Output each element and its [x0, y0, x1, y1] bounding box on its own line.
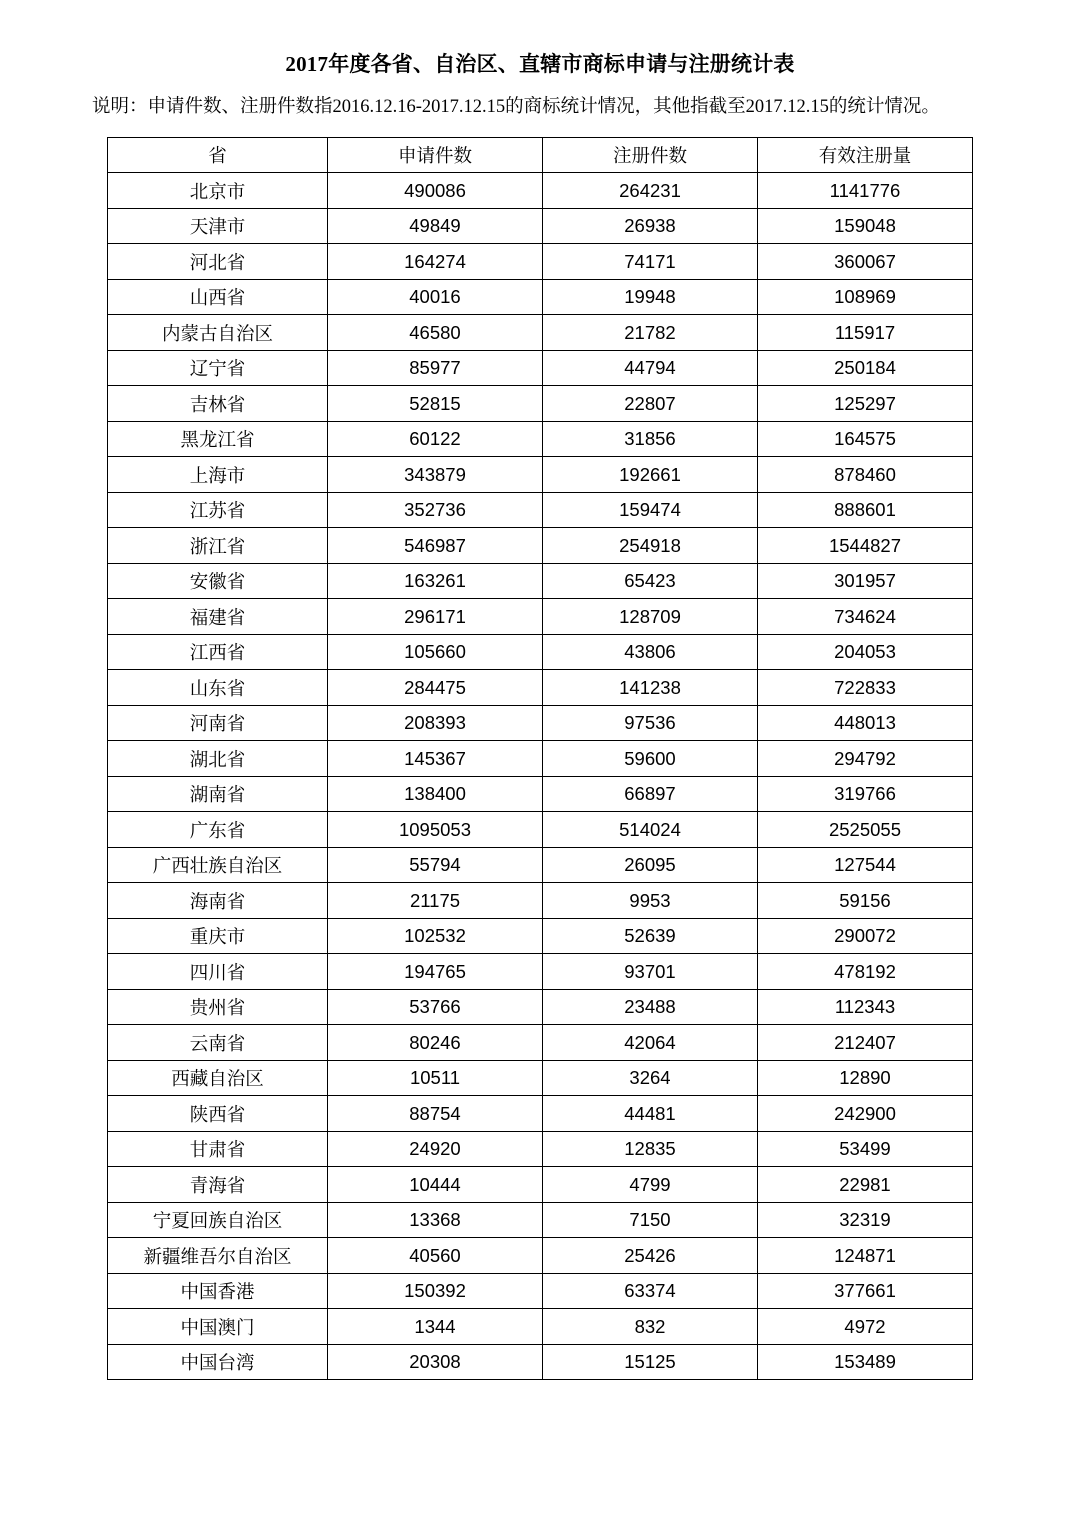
table-row — [108, 563, 973, 599]
cell-applications: 163261 — [328, 563, 543, 599]
cell-registrations: 25426 — [543, 1238, 758, 1274]
cell-province: 四川省 — [108, 954, 328, 990]
table-row — [108, 1167, 973, 1203]
cell-registrations: 159474 — [543, 492, 758, 528]
table-row — [108, 918, 973, 954]
column-header-province: 省 — [108, 137, 328, 173]
cell-valid-registrations: 250184 — [758, 350, 973, 386]
table-row — [108, 1025, 973, 1061]
cell-province: 贵州省 — [108, 989, 328, 1025]
table-row — [108, 350, 973, 386]
cell-province: 湖南省 — [108, 776, 328, 812]
cell-registrations: 93701 — [543, 954, 758, 990]
cell-registrations: 59600 — [543, 741, 758, 777]
cell-valid-registrations: 319766 — [758, 776, 973, 812]
cell-registrations: 44481 — [543, 1096, 758, 1132]
table-row — [108, 457, 973, 493]
cell-registrations: 63374 — [543, 1273, 758, 1309]
cell-applications: 85977 — [328, 350, 543, 386]
cell-registrations: 3264 — [543, 1060, 758, 1096]
cell-valid-registrations: 1544827 — [758, 528, 973, 564]
cell-registrations: 23488 — [543, 989, 758, 1025]
cell-valid-registrations: 290072 — [758, 918, 973, 954]
cell-registrations: 254918 — [543, 528, 758, 564]
table-row — [108, 386, 973, 422]
cell-registrations: 832 — [543, 1309, 758, 1345]
trademark-statistics-table — [107, 137, 973, 1381]
cell-valid-registrations: 22981 — [758, 1167, 973, 1203]
cell-applications: 52815 — [328, 386, 543, 422]
cell-registrations: 22807 — [543, 386, 758, 422]
table-row — [108, 741, 973, 777]
cell-valid-registrations: 1141776 — [758, 173, 973, 209]
cell-valid-registrations: 53499 — [758, 1131, 973, 1167]
table-row — [108, 847, 973, 883]
table-row — [108, 670, 973, 706]
cell-province: 湖北省 — [108, 741, 328, 777]
cell-registrations: 19948 — [543, 279, 758, 315]
cell-valid-registrations: 360067 — [758, 244, 973, 280]
cell-valid-registrations: 204053 — [758, 634, 973, 670]
table-row — [108, 1131, 973, 1167]
table-row — [108, 1309, 973, 1345]
cell-province: 西藏自治区 — [108, 1060, 328, 1096]
cell-registrations: 4799 — [543, 1167, 758, 1203]
cell-registrations: 15125 — [543, 1344, 758, 1380]
cell-registrations: 26095 — [543, 847, 758, 883]
cell-province: 上海市 — [108, 457, 328, 493]
cell-applications: 208393 — [328, 705, 543, 741]
cell-registrations: 9953 — [543, 883, 758, 919]
table-row — [108, 421, 973, 457]
cell-province: 内蒙古自治区 — [108, 315, 328, 351]
cell-valid-registrations: 377661 — [758, 1273, 973, 1309]
page-title: 2017年度各省、自治区、直辖市商标申请与注册统计表 — [285, 52, 795, 76]
table-row — [108, 279, 973, 315]
column-header-valid: 有效注册量 — [758, 137, 973, 173]
table-row — [108, 954, 973, 990]
table-row — [108, 173, 973, 209]
cell-registrations: 43806 — [543, 634, 758, 670]
cell-applications: 1095053 — [328, 812, 543, 848]
table-row — [108, 244, 973, 280]
cell-valid-registrations: 212407 — [758, 1025, 973, 1061]
table-row — [108, 1273, 973, 1309]
cell-applications: 10444 — [328, 1167, 543, 1203]
cell-province: 新疆维吾尔自治区 — [108, 1238, 328, 1274]
cell-province: 辽宁省 — [108, 350, 328, 386]
cell-registrations: 514024 — [543, 812, 758, 848]
cell-valid-registrations: 153489 — [758, 1344, 973, 1380]
table-row — [108, 208, 973, 244]
cell-valid-registrations: 59156 — [758, 883, 973, 919]
cell-registrations: 97536 — [543, 705, 758, 741]
table-header-row — [108, 137, 973, 173]
cell-valid-registrations: 722833 — [758, 670, 973, 706]
column-header-registrations: 注册件数 — [543, 137, 758, 173]
cell-valid-registrations: 4972 — [758, 1309, 973, 1345]
cell-valid-registrations: 115917 — [758, 315, 973, 351]
cell-valid-registrations: 164575 — [758, 421, 973, 457]
cell-applications: 60122 — [328, 421, 543, 457]
cell-registrations: 31856 — [543, 421, 758, 457]
cell-province: 河南省 — [108, 705, 328, 741]
cell-applications: 546987 — [328, 528, 543, 564]
cell-registrations: 26938 — [543, 208, 758, 244]
cell-applications: 13368 — [328, 1202, 543, 1238]
table-row — [108, 1096, 973, 1132]
cell-registrations: 21782 — [543, 315, 758, 351]
cell-applications: 21175 — [328, 883, 543, 919]
cell-applications: 138400 — [328, 776, 543, 812]
cell-registrations: 264231 — [543, 173, 758, 209]
cell-province: 中国澳门 — [108, 1309, 328, 1345]
cell-registrations: 12835 — [543, 1131, 758, 1167]
cell-province: 黑龙江省 — [108, 421, 328, 457]
cell-registrations: 74171 — [543, 244, 758, 280]
cell-applications: 46580 — [328, 315, 543, 351]
cell-applications: 10511 — [328, 1060, 543, 1096]
cell-province: 宁夏回族自治区 — [108, 1202, 328, 1238]
cell-applications: 102532 — [328, 918, 543, 954]
cell-valid-registrations: 301957 — [758, 563, 973, 599]
cell-applications: 40016 — [328, 279, 543, 315]
cell-registrations: 44794 — [543, 350, 758, 386]
cell-valid-registrations: 127544 — [758, 847, 973, 883]
cell-applications: 40560 — [328, 1238, 543, 1274]
table-row — [108, 883, 973, 919]
table-row — [108, 776, 973, 812]
cell-province: 天津市 — [108, 208, 328, 244]
cell-province: 江苏省 — [108, 492, 328, 528]
cell-applications: 105660 — [328, 634, 543, 670]
cell-registrations: 192661 — [543, 457, 758, 493]
cell-registrations: 128709 — [543, 599, 758, 635]
cell-valid-registrations: 888601 — [758, 492, 973, 528]
cell-applications: 164274 — [328, 244, 543, 280]
cell-registrations: 65423 — [543, 563, 758, 599]
table-row — [108, 812, 973, 848]
cell-valid-registrations: 242900 — [758, 1096, 973, 1132]
cell-applications: 24920 — [328, 1131, 543, 1167]
cell-province: 青海省 — [108, 1167, 328, 1203]
cell-province: 福建省 — [108, 599, 328, 635]
cell-province: 山东省 — [108, 670, 328, 706]
cell-applications: 49849 — [328, 208, 543, 244]
cell-valid-registrations: 32319 — [758, 1202, 973, 1238]
cell-registrations: 52639 — [543, 918, 758, 954]
table-row — [108, 315, 973, 351]
cell-valid-registrations: 159048 — [758, 208, 973, 244]
table-row — [108, 492, 973, 528]
cell-valid-registrations: 294792 — [758, 741, 973, 777]
cell-province: 甘肃省 — [108, 1131, 328, 1167]
cell-province: 广西壮族自治区 — [108, 847, 328, 883]
cell-province: 中国台湾 — [108, 1344, 328, 1380]
cell-applications: 145367 — [328, 741, 543, 777]
cell-province: 北京市 — [108, 173, 328, 209]
cell-valid-registrations: 734624 — [758, 599, 973, 635]
cell-province: 重庆市 — [108, 918, 328, 954]
cell-registrations: 7150 — [543, 1202, 758, 1238]
cell-province: 河北省 — [108, 244, 328, 280]
cell-valid-registrations: 124871 — [758, 1238, 973, 1274]
cell-applications: 20308 — [328, 1344, 543, 1380]
table-row — [108, 599, 973, 635]
cell-registrations: 141238 — [543, 670, 758, 706]
cell-valid-registrations: 448013 — [758, 705, 973, 741]
cell-province: 云南省 — [108, 1025, 328, 1061]
cell-applications: 55794 — [328, 847, 543, 883]
table-row — [108, 634, 973, 670]
cell-valid-registrations: 125297 — [758, 386, 973, 422]
table-row — [108, 1238, 973, 1274]
cell-province: 安徽省 — [108, 563, 328, 599]
cell-province: 中国香港 — [108, 1273, 328, 1309]
table-row — [108, 1060, 973, 1096]
column-header-applications: 申请件数 — [328, 137, 543, 173]
table-row — [108, 1344, 973, 1380]
cell-applications: 53766 — [328, 989, 543, 1025]
cell-valid-registrations: 478192 — [758, 954, 973, 990]
cell-province: 江西省 — [108, 634, 328, 670]
table-row — [108, 528, 973, 564]
cell-applications: 296171 — [328, 599, 543, 635]
cell-valid-registrations: 112343 — [758, 989, 973, 1025]
cell-applications: 194765 — [328, 954, 543, 990]
cell-applications: 80246 — [328, 1025, 543, 1061]
cell-applications: 150392 — [328, 1273, 543, 1309]
cell-valid-registrations: 878460 — [758, 457, 973, 493]
cell-province: 陕西省 — [108, 1096, 328, 1132]
table-row — [108, 989, 973, 1025]
cell-applications: 1344 — [328, 1309, 543, 1345]
cell-province: 吉林省 — [108, 386, 328, 422]
cell-province: 广东省 — [108, 812, 328, 848]
table-row — [108, 705, 973, 741]
document-note: 说明：申请件数、注册件数指2016.12.16-2017.12.15的商标统计情况，其他指截至2017.12.15的统计情况。 — [92, 97, 940, 118]
cell-valid-registrations: 12890 — [758, 1060, 973, 1096]
cell-province: 浙江省 — [108, 528, 328, 564]
cell-applications: 352736 — [328, 492, 543, 528]
cell-applications: 284475 — [328, 670, 543, 706]
cell-registrations: 66897 — [543, 776, 758, 812]
cell-province: 海南省 — [108, 883, 328, 919]
cell-registrations: 42064 — [543, 1025, 758, 1061]
cell-valid-registrations: 108969 — [758, 279, 973, 315]
cell-applications: 490086 — [328, 173, 543, 209]
cell-valid-registrations: 2525055 — [758, 812, 973, 848]
cell-applications: 343879 — [328, 457, 543, 493]
table-row — [108, 1202, 973, 1238]
cell-province: 山西省 — [108, 279, 328, 315]
cell-applications: 88754 — [328, 1096, 543, 1132]
